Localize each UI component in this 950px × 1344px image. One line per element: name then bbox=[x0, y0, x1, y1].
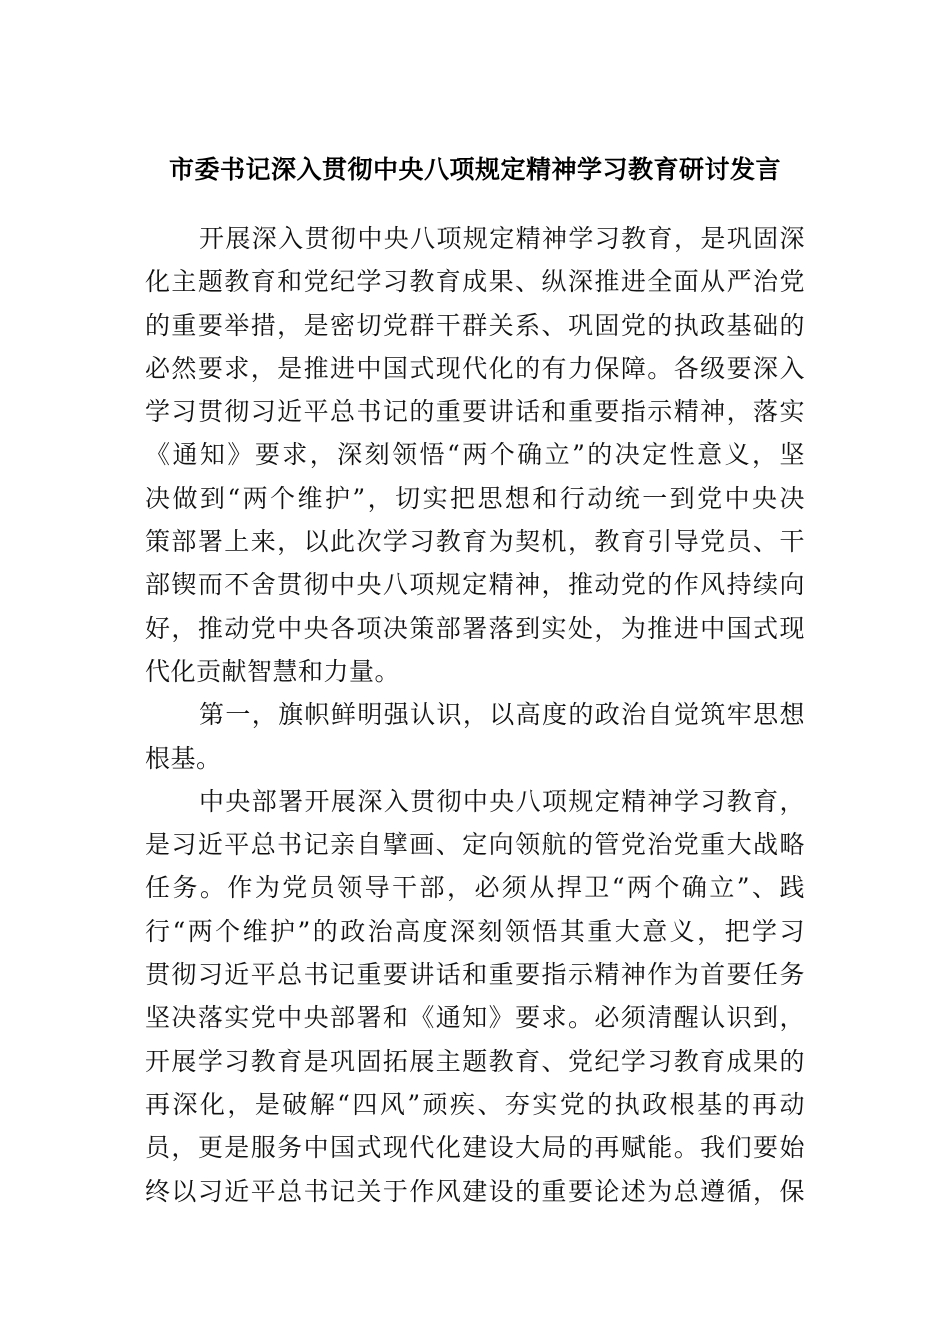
text-line: 开展学习教育是巩固拓展主题教育、党纪学习教育成果的 bbox=[145, 1046, 805, 1076]
text-line: 必然要求，是推进中国式现代化的有力保障。各级要深入 bbox=[145, 353, 805, 383]
text-line: 代化贡献智慧和力量。 bbox=[145, 656, 401, 686]
document-title: 市委书记深入贯彻中央八项规定精神学习教育研讨发言 bbox=[168, 155, 781, 184]
text-line: 策部署上来，以此次学习教育为契机，教育引导党员、干 bbox=[145, 527, 805, 557]
text-line: 根基。 bbox=[145, 743, 222, 773]
text-line: 再深化，是破解“四风”顽疾、夯实党的执政根基的再动 bbox=[145, 1089, 805, 1119]
text-line: 是习近平总书记亲自擘画、定向领航的管党治党重大战略 bbox=[145, 830, 805, 860]
text-line: 好，推动党中央各项决策部署落到实处，为推进中国式现 bbox=[145, 613, 805, 643]
text-line: 开展深入贯彻中央八项规定精神学习教育，是巩固深 bbox=[199, 224, 805, 253]
paragraph-section-one-heading bbox=[145, 693, 805, 780]
text-line: 贯彻习近平总书记重要讲话和重要指示精神作为首要任务 bbox=[145, 960, 805, 990]
text-line: 任务。作为党员领导干部，必须从捍卫“两个确立”、践 bbox=[145, 873, 805, 903]
text-line: 部锲而不舍贯彻中央八项规定精神，推动党的作风持续向 bbox=[145, 570, 805, 600]
paragraph-intro bbox=[145, 217, 805, 693]
paragraph-section-one-body bbox=[145, 780, 805, 1213]
text-line: 中央部署开展深入贯彻中央八项规定精神学习教育， bbox=[199, 786, 805, 816]
text-line: 《通知》要求，深刻领悟“两个确立”的决定性意义，坚 bbox=[145, 440, 805, 470]
document-body bbox=[145, 217, 805, 1213]
text-line: 决做到“两个维护”，切实把思想和行动统一到党中央决 bbox=[145, 483, 805, 513]
text-line: 终以习近平总书记关于作风建设的重要论述为总遵循，保 bbox=[145, 1176, 805, 1206]
text-line: 的重要举措，是密切党群干群关系、巩固党的执政基础的 bbox=[145, 310, 805, 340]
text-line: 坚决落实党中央部署和《通知》要求。必须清醒认识到， bbox=[145, 1003, 805, 1033]
text-line: 学习贯彻习近平总书记的重要讲话和重要指示精神，落实 bbox=[145, 397, 805, 427]
text-line: 行“两个维护”的政治高度深刻领悟其重大意义，把学习 bbox=[145, 916, 805, 946]
text-line: 员，更是服务中国式现代化建设大局的再赋能。我们要始 bbox=[145, 1133, 805, 1163]
text-line: 化主题教育和党纪学习教育成果、纵深推进全面从严治党 bbox=[145, 267, 805, 297]
text-line: 第一，旗帜鲜明强认识，以高度的政治自觉筑牢思想 bbox=[199, 700, 805, 730]
